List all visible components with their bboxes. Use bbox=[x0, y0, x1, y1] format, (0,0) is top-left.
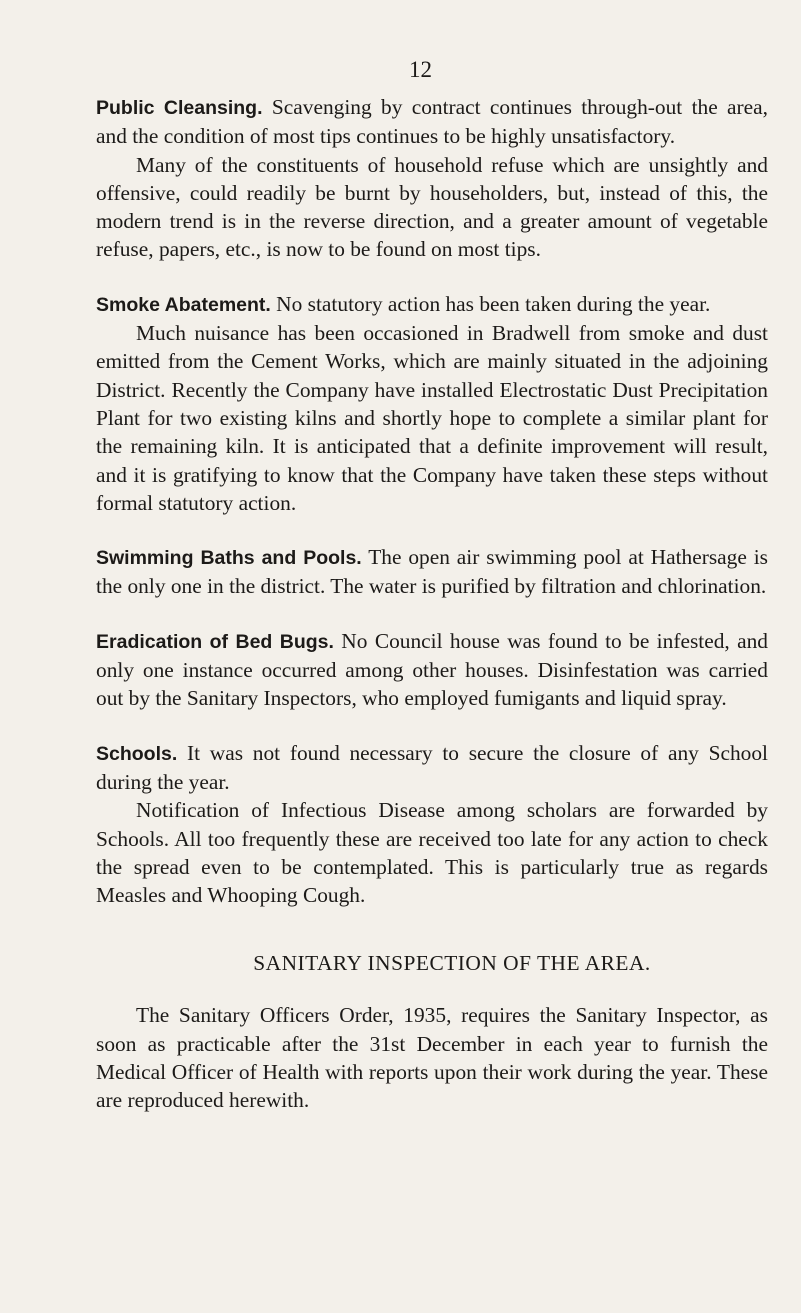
section-public-cleansing bbox=[96, 93, 768, 264]
closing-paragraph: The Sanitary Officers Order, 1935, requires the Sanitary Inspector, as soon as practicable after the 31st December in each year to furnish the Medical Officer of Health with reports upon their work during the year. These are reproduced herewith. bbox=[96, 1003, 768, 1113]
document-body bbox=[96, 93, 768, 1115]
paragraph: Notification of Infectious Disease among scholars are forwarded by Schools. All too frequently these are received too late for any action to check the spread even to be contemplated. This is particularly true as regards Measles and Whooping Cough. bbox=[96, 798, 768, 908]
paragraph-text: No statutory action has been taken during the year. bbox=[270, 291, 711, 316]
paragraph-text: The open air swimming pool at Hathersage is the only one in the district. The water is purified by filtration and chlorination. bbox=[96, 545, 768, 599]
section-smoke-abatement bbox=[96, 290, 768, 517]
paragraph bbox=[96, 543, 768, 601]
paragraph: Many of the constituents of household refuse which are unsightly and offensive, could readily be burnt by householders, but, instead of this, the modern trend is in the reverse direction, and a greater amount of vegetable refuse, papers, etc., is now to be found on most tips. bbox=[96, 152, 768, 262]
section-schools bbox=[96, 739, 768, 910]
section-heading: Eradication of Bed Bugs. bbox=[96, 630, 334, 653]
section-swimming-baths bbox=[96, 543, 768, 601]
paragraph bbox=[96, 93, 768, 151]
paragraph bbox=[96, 290, 768, 319]
paragraph-text: It was not found necessary to secure the closure of any School during the year. bbox=[96, 740, 768, 794]
paragraph-text: Scavenging by contract continues through-out the area, and the condition of most tips continues to be highly unsatisfactory. bbox=[96, 95, 768, 149]
paragraph-text: No Council house was found to be infested, and only one instance occurred among other houses. Disinfestation was carried out by the Sanitary Inspectors, who employed fumigants and liquid spray. bbox=[96, 628, 769, 711]
section-heading: Public Cleansing. bbox=[96, 97, 263, 119]
section-bed-bugs bbox=[96, 627, 768, 713]
section-title: SANITARY INSPECTION OF THE AREA. bbox=[253, 951, 651, 976]
paragraph bbox=[96, 627, 768, 713]
section-heading: Smoke Abatement. bbox=[96, 293, 271, 316]
section-heading: Swimming Baths and Pools. bbox=[96, 547, 362, 570]
paragraph bbox=[96, 739, 768, 797]
paragraph: Much nuisance has been occasioned in Bradwell from smoke and dust emitted from the Cement Works, which are mainly situated in the adjoining District. Recently the Company have installed Electrostatic Dust Precipitation Plant for two existing kilns and shortly hope to complete a similar plant for the remaining kiln. It is anticipated that a definite improvement will result, and it is gratifying to know that the Company have taken these steps without formal statutory action. bbox=[96, 321, 768, 515]
section-heading: Schools. bbox=[96, 742, 178, 765]
page-number: 12 bbox=[409, 57, 432, 82]
